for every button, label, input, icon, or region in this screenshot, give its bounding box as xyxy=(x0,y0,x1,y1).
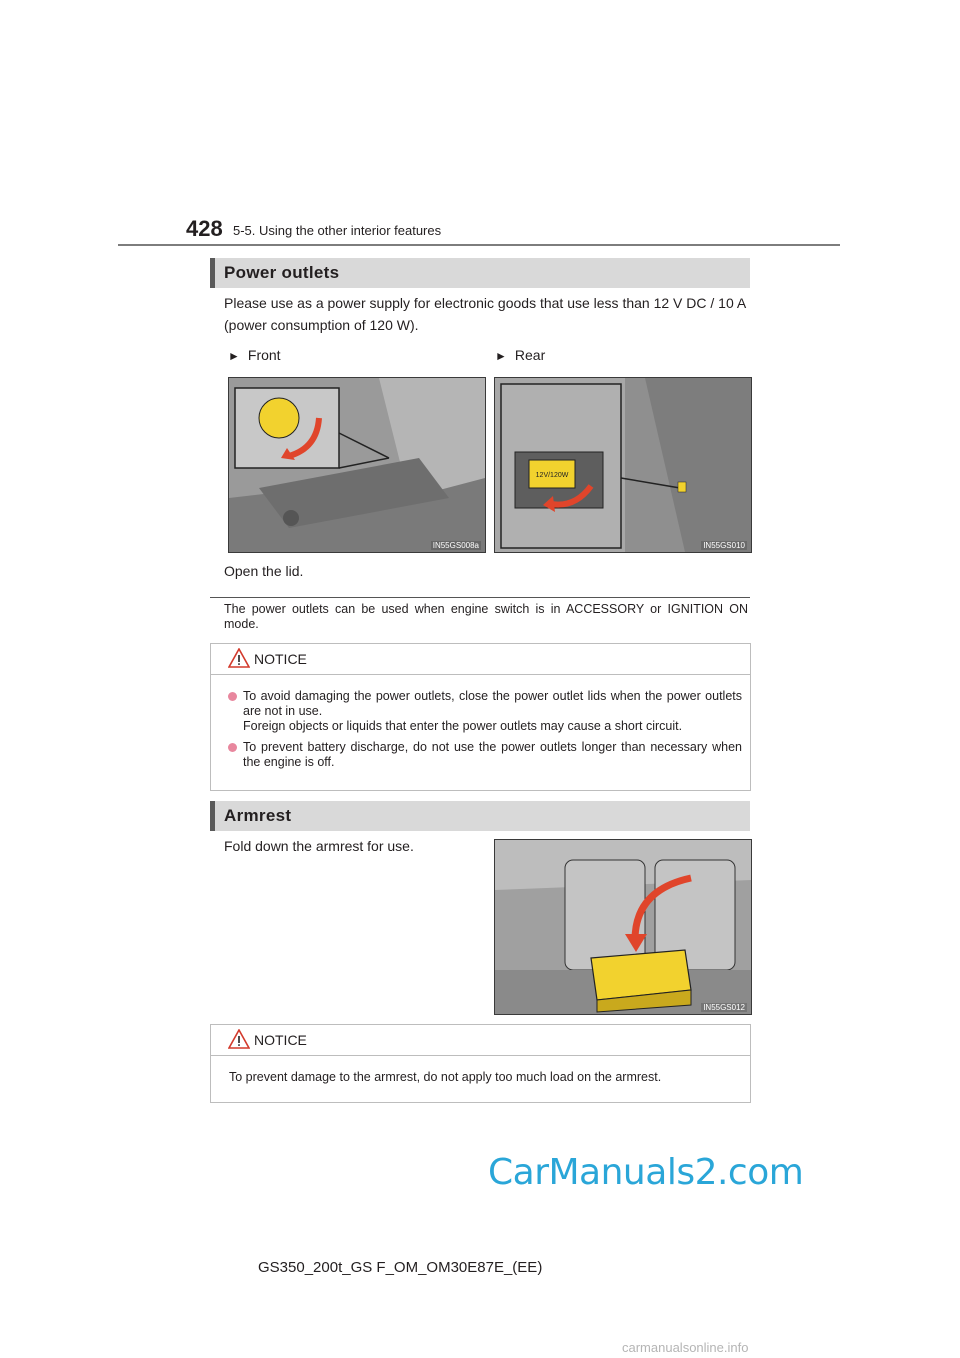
power-outlets-note: The power outlets can be used when engine switch is in ACCESSORY or IGNITION ON mode. xyxy=(224,602,748,631)
front-label-text: Front xyxy=(247,347,281,363)
notice-armrest-text: To prevent damage to the armrest, do not apply too much load on the armrest. xyxy=(229,1070,662,1084)
bullet-icon xyxy=(228,692,237,701)
front-label xyxy=(228,344,281,367)
front-photo-code: IN55GS008a xyxy=(432,541,479,550)
section-title: Armrest xyxy=(224,806,292,825)
notice-label: NOTICE xyxy=(254,1032,307,1048)
rear-lid-label: 12V/120W xyxy=(535,472,569,479)
watermark-site-2: carmanualsonline.info xyxy=(622,1340,749,1355)
notice-item xyxy=(211,740,750,770)
section-title: Power outlets xyxy=(224,263,340,282)
rear-label xyxy=(495,344,545,367)
warning-triangle-icon xyxy=(228,648,250,668)
triangle-marker-icon: ► xyxy=(228,349,240,363)
divider xyxy=(210,597,750,598)
warning-triangle-icon xyxy=(228,1029,250,1049)
notice-label: NOTICE xyxy=(254,651,307,667)
open-lid-instruction: Open the lid. xyxy=(224,563,304,579)
header-rule xyxy=(118,244,840,246)
page-number: 428 xyxy=(186,216,223,241)
notice-item-text-2: Foreign objects or liquids that enter the power outlets may cause a short circuit. xyxy=(243,719,683,733)
notice-item-text: To avoid damaging the power outlets, close the power outlet lids when the power outlets are not in use. xyxy=(243,689,742,718)
armrest-instruction: Fold down the armrest for use. xyxy=(224,838,414,854)
section-accent xyxy=(210,801,215,831)
notice-item-text: To prevent battery discharge, do not use the power outlets longer than necessary when the engine is off. xyxy=(243,740,742,769)
bullet-icon xyxy=(228,743,237,752)
chapter-title: 5-5. Using the other interior features xyxy=(233,223,442,238)
notice-box-armrest xyxy=(210,1024,751,1103)
rear-outlet-photo xyxy=(494,377,752,553)
armrest-photo xyxy=(494,839,752,1015)
section-accent xyxy=(210,258,215,288)
notice-header xyxy=(211,1025,750,1056)
section-power-outlets xyxy=(210,258,750,288)
rear-photo-code: IN55GS010 xyxy=(703,541,745,550)
notice-item xyxy=(211,689,750,734)
power-outlets-intro: Please use as a power supply for electronic goods that use less than 12 V DC / 10 A (power consumption of 120 W). xyxy=(224,295,746,333)
front-outlet-photo xyxy=(228,377,486,553)
armrest-photo-code: IN55GS012 xyxy=(703,1003,745,1012)
rear-label-text: Rear xyxy=(514,347,546,363)
footer-doc-code: GS350_200t_GS F_OM_OM30E87E_(EE) xyxy=(258,1259,543,1276)
triangle-marker-icon: ► xyxy=(495,349,507,363)
section-armrest xyxy=(210,801,750,831)
watermark-site: CarManuals2.com xyxy=(488,1152,804,1193)
notice-header xyxy=(211,644,750,675)
notice-box-outlets xyxy=(210,643,751,791)
